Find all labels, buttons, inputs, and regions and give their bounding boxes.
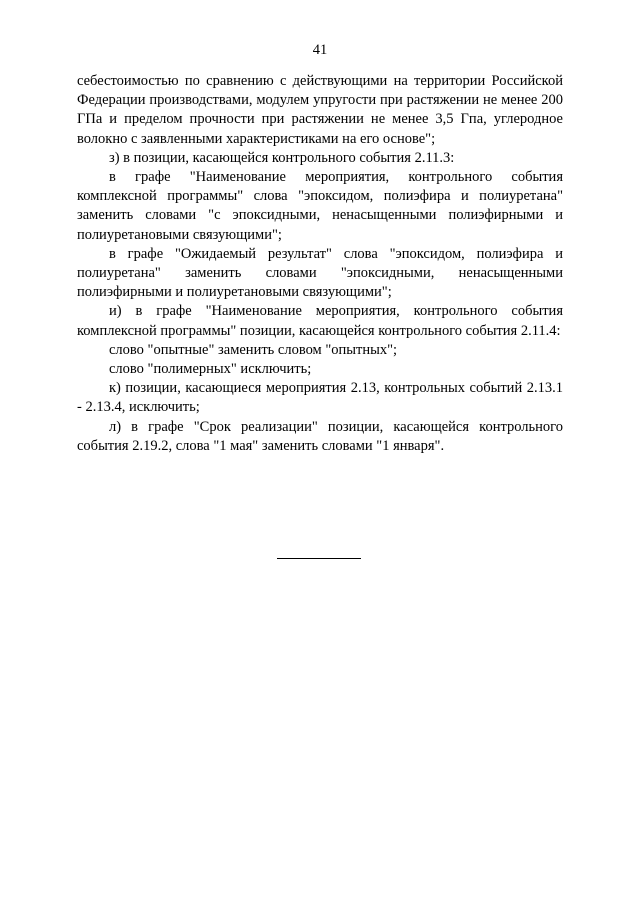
paragraph-item-i-word-2: слово "полимерных" исключить; [109, 361, 312, 378]
paragraph-item-k: к) позиции, касающиеся мероприятия 2.13, контрольных событий 2.13.1 - 2.13.4, исключить; [77, 380, 563, 416]
paragraph-item-i-word-1: слово "опытные" заменить словом "опытных"; [109, 341, 398, 358]
paragraph-continuation: себестоимостью по сравнению с действующими на территории Российской Федерации производствами, модулем упругости при растяжении не менее 200 ГПа и пределом прочности при растяжении не менее 3,5 Гпа, углеродное волокно с заявленными характеристиками на его основе"; [77, 73, 563, 147]
paragraph-item-z-result-column: в графе "Ожидаемый результат" слова "эпоксидом, полиэфира и полиуретана" заменить словами "эпоксидными, ненасыщенными полиэфирными и полиуретановыми связующими"; [77, 245, 563, 301]
paragraph-item-z: з) в позиции, касающейся контрольного события 2.11.3: [109, 149, 455, 166]
document-body [77, 72, 563, 456]
paragraph-item-z-name-column: в графе "Наименование мероприятия, контрольного события комплексной программы" слова "эпоксидом, полиэфира и полиуретана" заменить словами "с эпоксидными, ненасыщенными полиэфирными и полиуретановыми связующими"; [77, 169, 563, 243]
end-divider-line [277, 558, 361, 559]
paragraph-item-l: л) в графе "Срок реализации" позиции, касающейся контрольного события 2.19.2, слова "1 мая" заменить словами "1 января". [77, 418, 563, 454]
paragraph-item-i: и) в графе "Наименование мероприятия, контрольного события комплексной программы" позиции, касающейся контрольного события 2.11.4: [77, 303, 563, 339]
page-number: 41 [312, 42, 328, 58]
